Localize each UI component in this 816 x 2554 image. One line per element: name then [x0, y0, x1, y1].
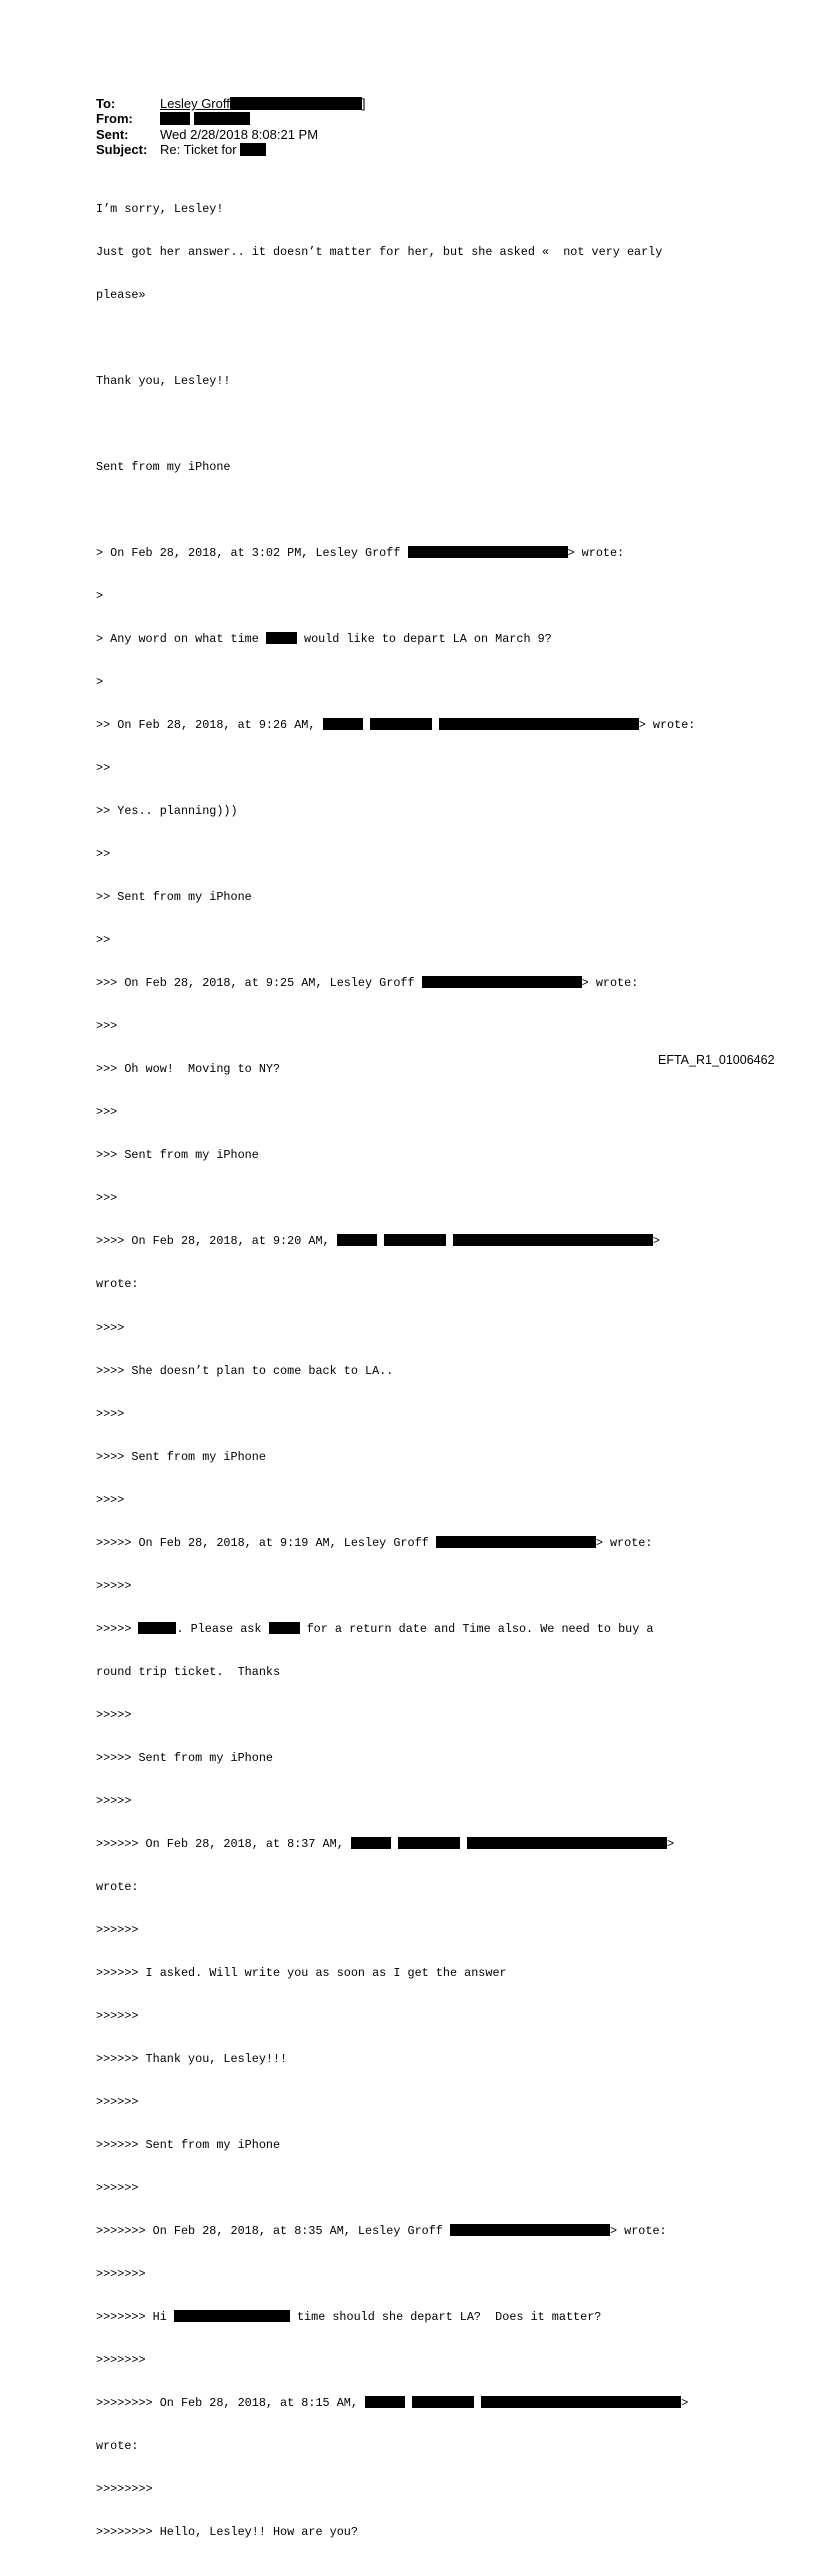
email-body [96, 173, 736, 2554]
redaction [370, 718, 432, 730]
redaction [194, 112, 250, 125]
redaction [269, 1622, 300, 1634]
signature-line: Sent from my iPhone [96, 459, 231, 474]
redaction [266, 632, 297, 644]
to-value [160, 96, 365, 111]
quote-line: >> Yes.. planning))) [96, 804, 238, 819]
quote-line: >>>>>>> [96, 2353, 146, 2368]
from-label: From: [96, 111, 133, 127]
quote-text: > [667, 1836, 675, 1851]
quote-line: >>>>>>>> [96, 2482, 153, 2497]
quote-line: >> [96, 761, 111, 776]
quote-line: wrote: [96, 1277, 139, 1292]
quote-text: would like to depart LA on March 9? [296, 632, 552, 646]
quote-line: >> [96, 847, 111, 862]
quote-text: > wrote: [581, 976, 639, 991]
quoted-header-line [96, 546, 736, 560]
quote-line [96, 2310, 736, 2324]
quote-text: > wrote: [609, 2224, 667, 2239]
quote-line: wrote: [96, 1879, 139, 1894]
quote-line: >>>>>>> [96, 2267, 146, 2282]
quoted-header-line [96, 2396, 736, 2410]
subject-text: Re: Ticket for [160, 141, 237, 157]
quote-line: >>> [96, 1105, 118, 1120]
body-line: Thank you, Lesley!! [96, 373, 231, 388]
subject-row [96, 142, 365, 157]
redaction [384, 1234, 446, 1246]
quote-line: >>> Oh wow! Moving to NY? [96, 1062, 281, 1077]
quote-line: > [96, 675, 104, 690]
quote-line: >>>>>> I asked. Will write you as soon as I get the answer [96, 1965, 507, 1980]
redaction [450, 2224, 610, 2236]
redaction [240, 143, 266, 156]
quote-text: > wrote: [595, 1535, 653, 1550]
quote-text: >>>>> [96, 1621, 139, 1636]
quoted-header-line [96, 2224, 736, 2238]
quote-text: > wrote: [567, 545, 625, 560]
quote-line [96, 632, 736, 646]
quoted-header-line [96, 1536, 736, 1550]
redaction [160, 112, 190, 125]
quote-line: >> Sent from my iPhone [96, 890, 252, 905]
blank-line [96, 331, 736, 345]
quote-line: >>> Sent from my iPhone [96, 1148, 259, 1163]
quote-line: >>>> She doesn’t plan to come back to LA.. [96, 1363, 394, 1378]
redaction [453, 1234, 653, 1246]
to-row [96, 96, 365, 111]
quote-text: >>>>>>> Hi [96, 2310, 174, 2325]
quote-line: >>>>> Sent from my iPhone [96, 1750, 273, 1765]
quoted-header-line [96, 976, 736, 990]
quote-text: > [652, 1234, 660, 1249]
quote-line: >> [96, 933, 111, 948]
quoted-header-line [96, 718, 736, 732]
quote-line: >>>> [96, 1320, 125, 1335]
quote-line: >>>>> [96, 1578, 132, 1593]
quote-line: >>>>>> [96, 2181, 139, 2196]
from-row [96, 111, 365, 126]
quote-text: >>>>>> On Feb 28, 2018, at 8:37 AM, [96, 1836, 351, 1851]
quoted-header-line [96, 1234, 736, 1248]
redaction [481, 2396, 681, 2408]
quote-line: >>>>>>>> Hello, Lesley!! How are you? [96, 2525, 358, 2540]
sent-label: Sent: [96, 126, 129, 142]
quote-line: >>>> [96, 1406, 125, 1421]
email-header [96, 96, 365, 157]
to-close-bracket: ] [361, 96, 366, 111]
to-label: To: [96, 96, 116, 111]
quote-line: >>>>> [96, 1707, 132, 1722]
redaction [398, 1837, 460, 1849]
quote-text: > On Feb 28, 2018, at 3:02 PM, Lesley Groff [96, 545, 408, 560]
quote-line: >>>> Sent from my iPhone [96, 1449, 266, 1464]
redaction [230, 97, 362, 110]
quote-text: > wrote: [638, 718, 696, 733]
quote-text: >>>> On Feb 28, 2018, at 9:20 AM, [96, 1234, 337, 1249]
redaction [365, 2396, 405, 2408]
quote-text: for a return date and Time also. We need to buy a [299, 1621, 654, 1636]
subject-label: Subject: [96, 141, 148, 157]
document-id: EFTA_R1_01006462 [658, 1053, 775, 1067]
quote-text: >>>>>>>> On Feb 28, 2018, at 8:15 AM, [96, 2396, 366, 2411]
redaction [138, 1622, 176, 1634]
blank-line [96, 417, 736, 431]
redaction [467, 1837, 667, 1849]
quoted-header-line [96, 1837, 736, 1851]
quote-line: wrote: [96, 2439, 139, 2454]
body-line: please» [96, 287, 146, 302]
redaction [412, 2396, 474, 2408]
quote-line: >>>>>> [96, 2009, 139, 2023]
from-value [160, 111, 250, 126]
body-line: I’m sorry, Lesley! [96, 201, 224, 216]
redaction [439, 718, 639, 730]
body-line: Just got her answer.. it doesn’t matter for her, but she asked « not very early [96, 244, 663, 259]
subject-value [160, 142, 266, 157]
quote-line: >>>> [96, 1492, 125, 1507]
quote-line: >>>>>> [96, 2095, 139, 2110]
quote-text: time should she depart LA? Does it matter? [289, 2310, 602, 2325]
sent-row [96, 127, 365, 142]
redaction [351, 1837, 391, 1849]
quote-line: > [96, 588, 104, 603]
redaction [422, 976, 582, 988]
quote-line: >>> [96, 1191, 118, 1206]
quote-text: . Please ask [176, 1621, 269, 1636]
redaction [174, 2310, 290, 2322]
quote-line: >>>>> [96, 1793, 132, 1808]
redaction [323, 718, 363, 730]
quote-text: > [681, 2396, 689, 2411]
redaction [408, 546, 568, 558]
redaction [436, 1536, 596, 1548]
quote-line: round trip ticket. Thanks [96, 1664, 281, 1679]
quote-line [96, 1622, 736, 1636]
quote-line: >>>>>> [96, 1922, 139, 1937]
quote-line: >>> [96, 1019, 118, 1034]
quote-text: >>>>> On Feb 28, 2018, at 9:19 AM, Lesley Groff [96, 1535, 436, 1550]
to-name: Lesley Groff [160, 96, 230, 111]
blank-line [96, 503, 736, 517]
redaction [337, 1234, 377, 1246]
quote-text: >>> On Feb 28, 2018, at 9:25 AM, Lesley Groff [96, 976, 422, 991]
quote-text: >>>>>>> On Feb 28, 2018, at 8:35 AM, Lesley Groff [96, 2224, 450, 2239]
quote-text: >> On Feb 28, 2018, at 9:26 AM, [96, 718, 323, 733]
sent-value: Wed 2/28/2018 8:08:21 PM [160, 126, 319, 142]
quote-line: >>>>>> Thank you, Lesley!!! [96, 2052, 288, 2067]
quote-text: > Any word on what time [96, 632, 266, 646]
quote-line: >>>>>> Sent from my iPhone [96, 2138, 281, 2153]
